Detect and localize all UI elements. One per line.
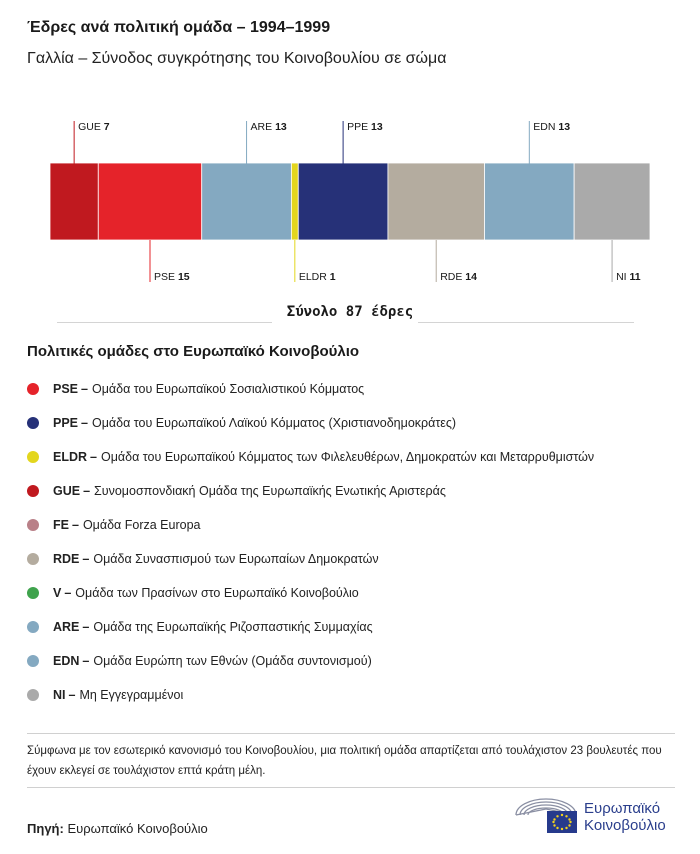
legend-code: GUE (53, 484, 81, 498)
legend-separator: – (81, 382, 88, 396)
legend-dot-icon (27, 689, 39, 701)
bar-segment-eldr (291, 163, 298, 240)
legend-dot-icon (27, 519, 39, 531)
legend-code: NI (53, 688, 66, 702)
legend-separator: – (83, 484, 91, 498)
legend-separator: – (82, 552, 90, 566)
total-divider-right (418, 322, 634, 323)
legend-separator: – (82, 620, 90, 634)
parliament-logo-icon (514, 795, 578, 837)
legend-code: ARE (53, 620, 80, 634)
page-subtitle: Γαλλία – Σύνοδος συγκρότησης του Κοινοβουλίου σε σώμα (27, 50, 447, 67)
footnote: Σύμφωνα με τον εσωτερικό κανονισμό του Κοινοβουλίου, μια πολιτική ομάδα απαρτίζεται από τουλάχιστον 23 βουλευτές που έχουν εκλεγεί σε τουλάχιστον επτά κράτη μέλη. (27, 745, 662, 777)
bar-segment-ppe (298, 163, 388, 240)
legend-item-ppe (27, 406, 594, 440)
data-label-ppe: PPE 13 (347, 121, 383, 133)
bar-segment-are (202, 163, 292, 240)
bar-segment-gue (50, 163, 98, 240)
seat-bar-chart (0, 100, 700, 300)
legend-item-v (27, 576, 594, 610)
legend-item-ni (27, 678, 594, 712)
legend-code: PSE (53, 382, 79, 396)
legend-description: Ομάδα Ευρώπη των Εθνών (Ομάδα συντονισμού) (93, 654, 372, 668)
bar-segment-edn (484, 163, 574, 240)
legend-item-eldr (27, 440, 594, 474)
legend-code: ELDR (53, 450, 88, 464)
source-line (27, 821, 208, 836)
note-divider-bottom (27, 787, 675, 788)
legend-item-fe (27, 508, 594, 542)
logo-line-1: Ευρωπαϊκό (584, 800, 661, 817)
legend-item-pse (27, 372, 594, 406)
legend-description: Μη Εγγεγραμμένοι (79, 688, 184, 702)
bar-segment-rde (388, 163, 485, 240)
legend-title: Πολιτικές ομάδες στο Ευρωπαϊκό Κοινοβούλιο (27, 343, 360, 360)
logo-line-2: Κοινοβούλιο (584, 817, 666, 834)
page-title: Έδρες ανά πολιτική ομάδα – 1994–1999 (27, 19, 331, 36)
legend-item-rde (27, 542, 594, 576)
legend-item-edn (27, 644, 594, 678)
legend-dot-icon (27, 655, 39, 667)
legend-description: Ομάδα των Πρασίνων στο Ευρωπαϊκό Κοινοβούλιο (75, 586, 359, 600)
legend-separator: – (71, 518, 79, 532)
legend (27, 372, 594, 712)
legend-code: V (53, 586, 62, 600)
legend-code: RDE (53, 552, 80, 566)
legend-description: Συνομοσπονδιακή Ομάδα της Ευρωπαϊκής Ενωτικής Αριστεράς (94, 484, 446, 498)
legend-separator: – (64, 586, 72, 600)
data-label-pse: PSE 15 (154, 271, 190, 283)
legend-description: Ομάδα της Ευρωπαϊκής Ριζοσπαστικής Συμμαχίας (93, 620, 373, 634)
legend-description: Ομάδα του Ευρωπαϊκού Λαϊκού Κόμματος (Χριστιανοδημοκράτες) (91, 416, 457, 430)
legend-dot-icon (27, 587, 39, 599)
source-label: Πηγή: (27, 821, 64, 836)
legend-item-are (27, 610, 594, 644)
data-label-gue: GUE 7 (78, 121, 110, 133)
data-label-edn: EDN 13 (533, 121, 571, 133)
legend-dot-icon (27, 553, 39, 565)
legend-dot-icon (27, 383, 39, 395)
data-label-ni: NI 11 (616, 271, 641, 283)
note-divider-top (27, 733, 675, 734)
legend-item-gue (27, 474, 594, 508)
legend-code: FE (53, 518, 69, 532)
data-label-are: ARE 13 (250, 121, 287, 133)
bar-segment-ni (574, 163, 650, 240)
legend-separator: – (68, 688, 76, 702)
legend-separator: – (90, 450, 97, 464)
legend-dot-icon (27, 621, 39, 633)
source-value: Ευρωπαϊκό Κοινοβούλιο (67, 821, 208, 836)
total-seats-label: Σύνολο 87 έδρες (286, 304, 414, 320)
legend-separator: – (82, 654, 90, 668)
legend-code: PPE (53, 416, 79, 430)
legend-dot-icon (27, 485, 39, 497)
total-divider-left (57, 322, 272, 323)
legend-code: EDN (53, 654, 80, 668)
legend-dot-icon (27, 417, 39, 429)
legend-description: Ομάδα του Ευρωπαϊκού Σοσιαλιστικού Κόμματος (91, 382, 365, 396)
legend-description: Ομάδα Συνασπισμού των Ευρωπαίων Δημοκρατών (93, 552, 379, 566)
legend-description: Ομάδα του Ευρωπαϊκού Κόμματος των Φιλελευθέρων, Δημοκρατών και Μεταρρυθμιστών (100, 450, 595, 464)
data-label-eldr: ELDR 1 (298, 271, 336, 283)
data-label-rde: RDE 14 (440, 271, 477, 283)
legend-dot-icon (27, 451, 39, 463)
parliament-logo-text (584, 800, 666, 834)
legend-description: Ομάδα Forza Europa (82, 518, 201, 532)
legend-separator: – (81, 416, 88, 430)
bar-segment-pse (98, 163, 201, 240)
